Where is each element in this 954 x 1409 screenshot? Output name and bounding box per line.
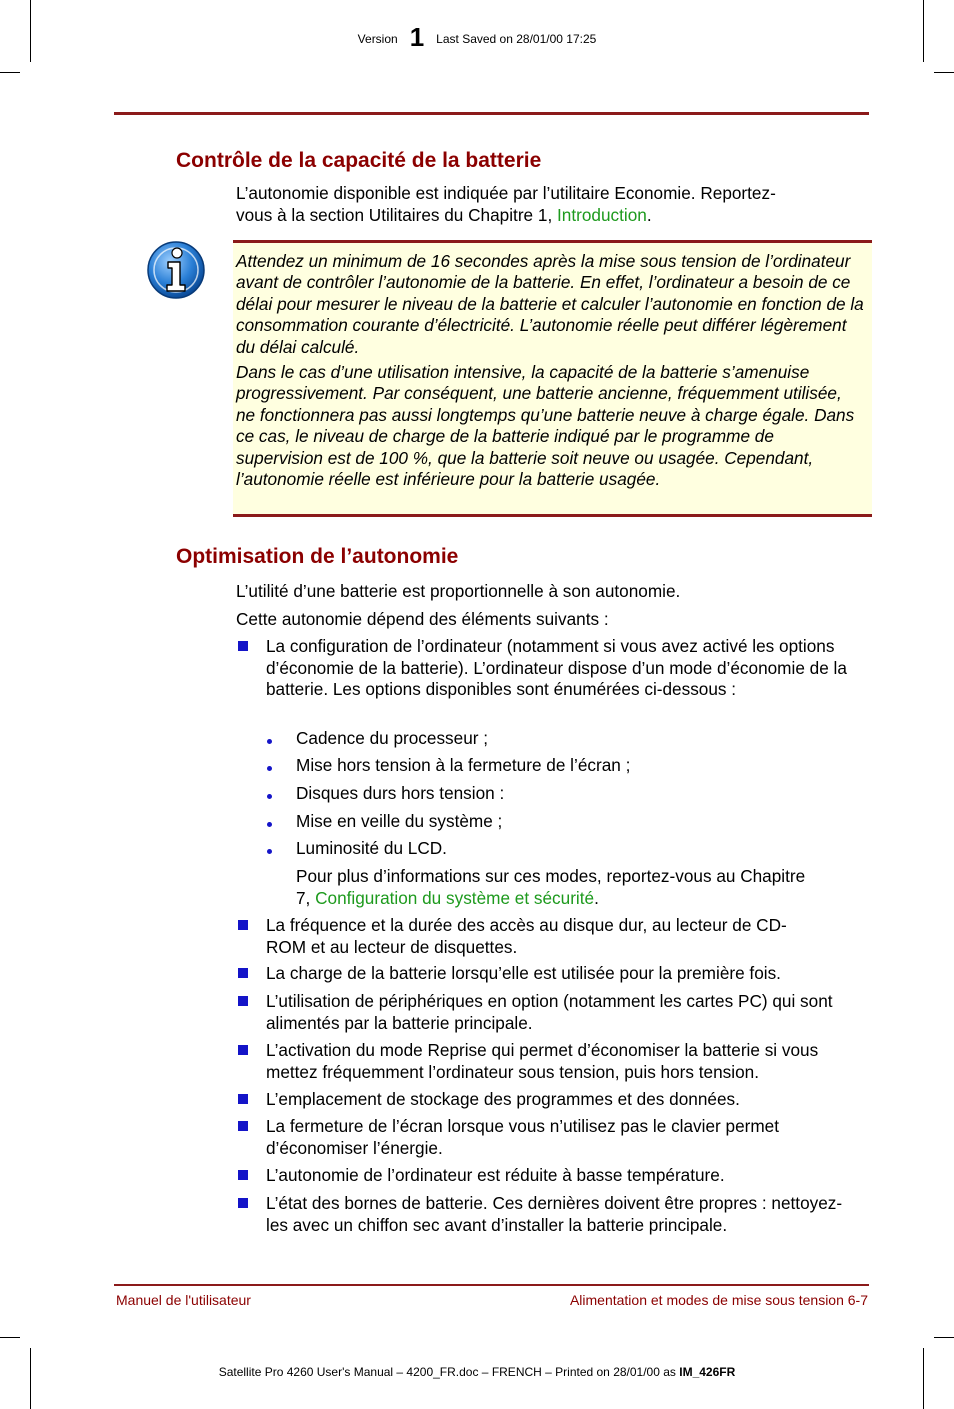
introduction-link[interactable]: Introduction [557, 204, 647, 225]
version-header [0, 22, 954, 53]
dot-bullet [267, 739, 272, 744]
list-item: L’état des bornes de batterie. Ces dernières doivent être propres : nettoyez-les avec un chiffon sec avant d’installer la batterie principale. [266, 1193, 843, 1235]
square-bullet [238, 1045, 248, 1055]
note-box [233, 240, 872, 517]
autonomy-para: L’utilité d’une batterie est proportionnelle à son autonomie. [236, 581, 681, 601]
section-title-battery-capacity: Contrôle de la capacité de la batterie [176, 149, 542, 172]
square-bullet [238, 968, 248, 978]
list-item: L’utilisation de périphériques en option (notamment les cartes PC) qui sont alimentés par la batterie principale. [266, 991, 833, 1033]
dot-bullet [267, 794, 272, 799]
sub-note: Pour plus d’informations sur ces modes, reportez-vous au Chapitre 7, Configuration du système et sécurité. [296, 866, 806, 908]
sub-list-item: Mise hors tension à la fermeture de l’écran ; [296, 755, 631, 775]
print-code: IM_426FR [679, 1365, 736, 1379]
square-bullet [238, 641, 248, 651]
dot-bullet [267, 849, 272, 854]
crop-mark [934, 1337, 954, 1338]
list-item: L’activation du mode Reprise qui permet d’économiser la batterie si vous mettez fréquemment l’ordinateur sous tension, puis hors tension. [266, 1040, 819, 1082]
list-item: La configuration de l’ordinateur (notamment si vous avez activé les options d’économie de la batterie). L’ordinateur dispose d’un mode d’économie de la batterie. Les options disponibles sont énumérées ci-dessous : [266, 636, 847, 699]
note-paragraph: Attendez un minimum de 16 secondes après la mise sous tension de l’ordinateur avant de contrôler l’autonomie de la batterie. En effet, l’ordinateur a besoin de ce délai pour mesurer le niveau de la batterie et calculer l’autonomie en fonction de la consommation courante d’électricité. L’autonomie réelle peut différer légèrement du délai calculé. [236, 251, 864, 357]
battery-capacity-intro: L’autonomie disponible est indiquée par l’utilitaire Economie. Reportez- vous à la section Utilitaires du Chapitre 1, Introduction. [236, 183, 776, 225]
note-paragraph: Dans le cas d’une utilisation intensive, la capacité de la batterie s’amenuise progressivement. Par conséquent, une batterie ancienne, fréquemment utilisée, ne fonctionnera pas aussi longtemps qu’une batterie neuve à charge égale. Dans ce cas, le niveau de charge de la batterie indiqué par le programme de supervision est de 100 %, que la batterie soit neuve ou usagée. Cependant, l’autonomie réelle est inférieure pour la batterie usagée. [236, 362, 855, 490]
sub-list-item: Luminosité du LCD. [296, 838, 447, 858]
configuration-link[interactable]: Configuration du système et sécurité [315, 887, 595, 908]
crop-mark [0, 72, 20, 73]
sub-list-item: Cadence du processeur ; [296, 728, 489, 748]
bottom-rule [114, 1284, 869, 1286]
square-bullet [238, 1170, 248, 1180]
footer-left: Manuel de l'utilisateur [116, 1292, 251, 1308]
version-number: 1 [409, 22, 425, 52]
dot-bullet [267, 822, 272, 827]
list-item: La fréquence et la durée des accès au disque dur, au lecteur de CD-ROM et au lecteur de disquettes. [266, 915, 787, 957]
last-saved: Last Saved on 28/01/00 17:25 [436, 32, 597, 46]
crop-mark [934, 72, 954, 73]
square-bullet [238, 1198, 248, 1208]
list-item: La fermeture de l’écran lorsque vous n’utilisez pas le clavier permet d’économiser l’énergie. [266, 1116, 780, 1158]
square-bullet [238, 1094, 248, 1104]
top-rule [114, 112, 869, 115]
print-info: Satellite Pro 4260 User's Manual – 4200_FR.doc – FRENCH – Printed on 28/01/00 as IM_426FR [218, 1365, 736, 1379]
section-title-autonomy: Optimisation de l’autonomie [176, 545, 459, 568]
square-bullet [238, 1121, 248, 1131]
list-item: L’autonomie de l’ordinateur est réduite à basse température. [266, 1165, 725, 1185]
crop-mark [0, 1337, 20, 1338]
info-icon [146, 240, 206, 300]
dot-bullet [267, 766, 272, 771]
list-item: La charge de la batterie lorsqu’elle est utilisée pour la première fois. [266, 963, 781, 983]
list-item: L’emplacement de stockage des programmes et des données. [266, 1089, 740, 1109]
sub-list-item: Disques durs hors tension : [296, 783, 505, 803]
version-label: Version [357, 32, 398, 46]
square-bullet [238, 920, 248, 930]
footer-right: Alimentation et modes de mise sous tension 6-7 [569, 1292, 868, 1308]
sub-list-item: Mise en veille du système ; [296, 811, 503, 831]
autonomy-para: Cette autonomie dépend des éléments suivants : [236, 609, 609, 629]
square-bullet [238, 996, 248, 1006]
